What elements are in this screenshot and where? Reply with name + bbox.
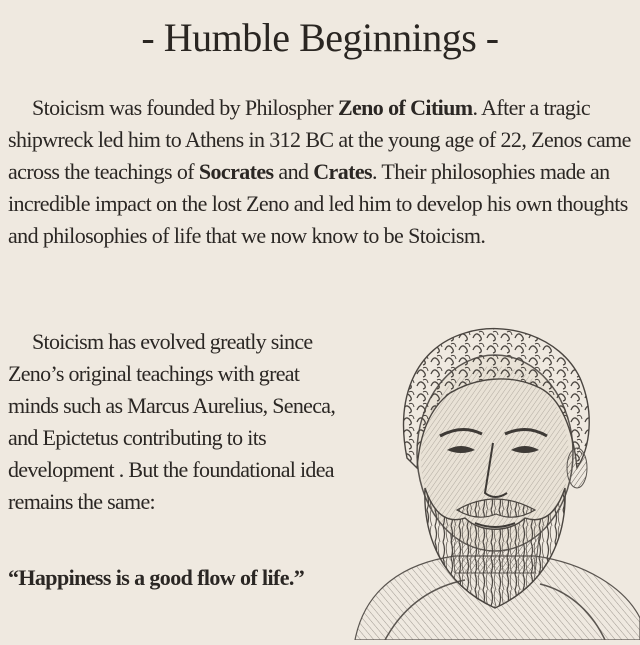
page-title: - Humble Beginnings - [141,15,499,60]
intro-paragraph [8,92,636,252]
zeno-name: Zeno of Citium [337,95,473,120]
socrates-name: Socrates [198,159,274,184]
evolution-paragraph [8,326,348,518]
intro-text-1: Stoicism was founded by Philospher [32,95,338,120]
stoic-quote: “Happiness is a good flow of life.” [8,565,305,590]
intro-text-4: . Their philosophies made an incredible impact on the lost Zeno and led him to develop his own thoughts and philosophies of life that we now know to be Stoicism. [8,159,628,248]
intro-text-2: . After a tragic shipwreck led him to Athens in 312 BC at the young age of 22, Zenos came across the teachings of [8,95,631,184]
zeno-portrait-engraving [345,318,640,640]
evolution-text: Stoicism has evolved greatly since Zeno’s original teachings with great minds such as Marcus Aurelius, Seneca, and Epictetus contributing to its development . But the foundational idea remains the same: [8,329,336,514]
intro-text-3: and [273,159,314,184]
crates-name: Crates [313,159,372,184]
